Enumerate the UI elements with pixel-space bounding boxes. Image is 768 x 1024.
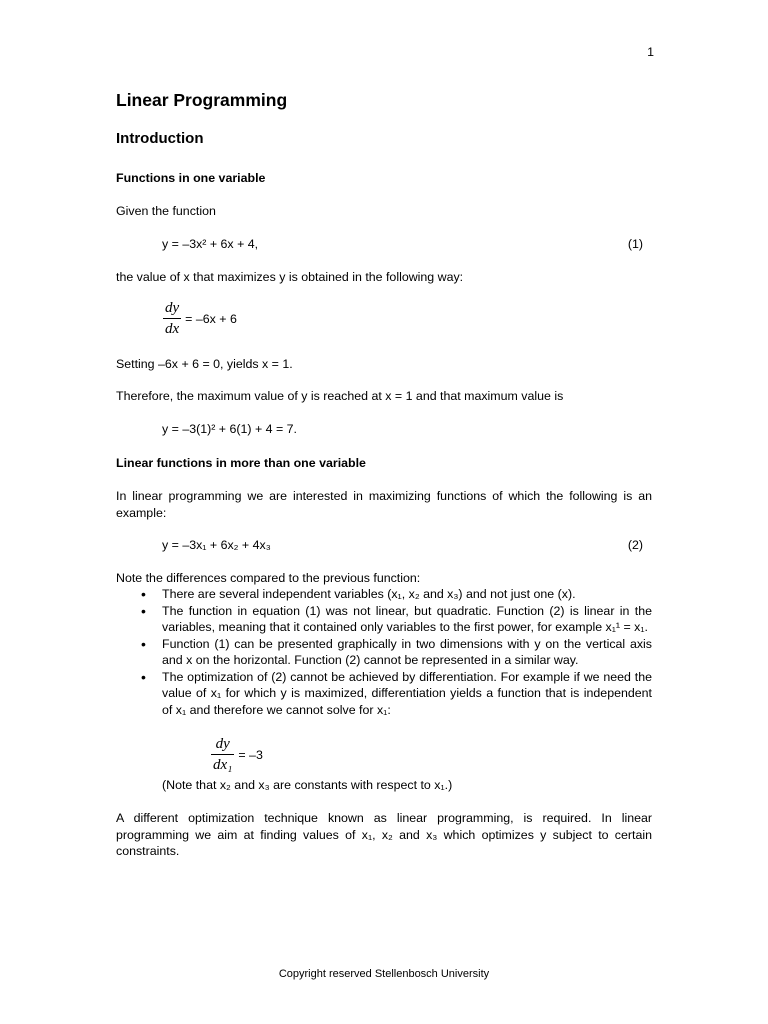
derivative-denominator-2: dx₁ — [211, 754, 234, 774]
paragraph-value-of-x: the value of x that maximizes y is obtained in the following way: — [116, 270, 464, 284]
equation-2: y = –3x₁ + 6x₂ + 4x₃ — [162, 538, 271, 552]
paragraph-setting: Setting –6x + 6 = 0, yields x = 1. — [116, 357, 293, 371]
paragraph-therefore: Therefore, the maximum value of y is reached at x = 1 and that maximum value is — [116, 389, 564, 403]
derivative-expression-2 — [211, 736, 263, 774]
equation-1: y = –3x² + 6x + 4, — [162, 237, 259, 251]
equation-1-number: (1) — [627, 237, 643, 251]
paragraph-note-constants: (Note that x₂ and x₃ are constants with respect to x₁.) — [162, 778, 453, 792]
list-item: • The optimization of (2) cannot be achieved by differentiation. For example if we need the value of x₁ for which y is maximized, differentiation yields a function that is independent of x₁ and therefore we cannot solve for x₁: — [116, 669, 652, 719]
list-item: • Function (1) can be presented graphically in two dimensions with y on the vertical axis and x on the horizontal. Function (2) cannot be represented in a similar way. — [116, 636, 652, 669]
equation-max-value: y = –3(1)² + 6(1) + 4 = 7. — [162, 422, 297, 436]
subsection-heading-functions-one-variable: Functions in one variable — [116, 171, 266, 185]
derivative-fraction-1 — [163, 300, 181, 338]
derivative-expression-1 — [163, 300, 237, 338]
paragraph-given-function: Given the function — [116, 204, 216, 218]
bullet-list — [116, 586, 652, 718]
paragraph-closing: A different optimization technique known as linear programming, is required. In linear programming we aim at finding values of x₁, x₂ and x₃ which optimizes y subject to certain constraints. — [116, 811, 652, 858]
equation-2-number: (2) — [627, 538, 643, 552]
subsection-heading-linear-functions: Linear functions in more than one variable — [116, 456, 366, 470]
document-title: Linear Programming — [116, 90, 288, 110]
list-item: • There are several independent variables (x₁, x₂ and x₃) and not just one (x). — [116, 586, 652, 603]
derivative-fraction-2 — [211, 736, 234, 774]
derivative-numerator-2: dy — [215, 736, 230, 752]
derivative-rhs-2: = –3 — [238, 747, 263, 762]
list-item: • The function in equation (1) was not linear, but quadratic. Function (2) is linear in the variables, meaning that it contained only variables to the first power, for example x₁¹ = x₁. — [116, 603, 652, 636]
paragraph-linear-intro: In linear programming we are interested in maximizing functions of which the following is an example: — [116, 489, 652, 520]
derivative-denominator-1: dx — [163, 318, 181, 338]
differences-list — [116, 586, 652, 718]
page-number: 1 — [647, 45, 654, 59]
derivative-rhs-1: = –6x + 6 — [185, 311, 237, 326]
paragraph-note-differences: Note the differences compared to the previous function: — [116, 571, 421, 585]
section-heading-introduction: Introduction — [116, 130, 204, 147]
derivative-numerator-1: dy — [165, 300, 180, 316]
footer-copyright: Copyright reserved Stellenbosch University — [278, 968, 490, 980]
